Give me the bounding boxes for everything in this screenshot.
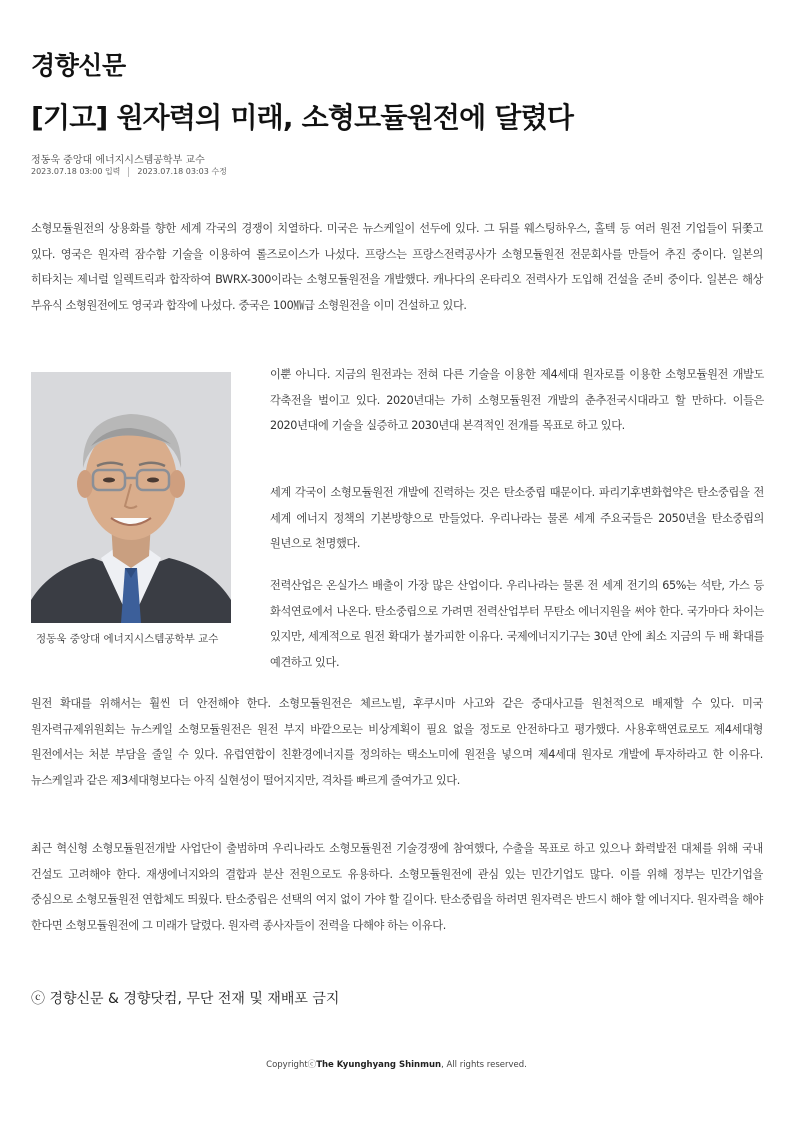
copyright-notice: ⓒ 경향신문 & 경향닷컴, 무단 전재 및 재배포 금지 <box>31 991 340 1007</box>
footer-brand: The Kyunghyang Shinmun <box>316 1060 442 1070</box>
article-paragraph-4: 전력산업은 온실가스 배출이 가장 많은 산업이다. 우리나라는 물론 전 세계 전기의 65%는 석탄, 가스 등 화석연료에서 나온다. 탄소중립으로 가려면 전력산업부터 무탄소 에너지원을 써야 한다. 국가마다 차이는 있지만, 세계적으로 원전 확대가 불가피한 이유다. 국제에너지기구는 30년 안에 최소 지금의 두 배 확대를 예견하고 있다. <box>270 579 764 669</box>
modified-date: 2023.07.18 03:03 수정 <box>137 167 227 176</box>
article-paragraph-1: 소형모듈원전의 상용화를 향한 세계 각국의 경쟁이 치열하다. 미국은 뉴스케일이 선두에 있다. 그 뒤를 웨스팅하우스, 홀텍 등 여러 원전 기업들이 뒤쫓고 있다. 영국은 원자력 잠수함 기술을 이용하여 롤즈로이스가 나섰다. 프랑스는 프랑스전력공사가 소형모듈원전 전문회사를 만들어 추진 중이다. 일본의 히타치는 제너럴 일렉트릭과 합작하여 BWRX-300이라는 소형모듈원전을 개발했다. 캐나다의 온타리오 전력사가 도입해 건설을 준비 중이다. 일본은 해상 부유식 소형원전에도 영국과 합작에 나섰다. 중국은 100㎿급 소형원전을 이미 건설하고 있다. <box>31 222 763 312</box>
article-paragraph-6: 최근 혁신형 소형모듈원전개발 사업단이 출범하며 우리나라도 소형모듈원전 기술경쟁에 참여했다, 수출을 목표로 하고 있으나 화력발전 대체를 위해 국내 건설도 고려해야 한다. 재생에너지와의 결합과 분산 전원으로도 유용하다. 소형모듈원전에 관심 있는 민간기업도 많다. 이를 위해 정부는 민간기업을 중심으로 소형모듈원전 연합체도 띄웠다. 탄소중립은 선택의 여지 없이 가야 할 길이다. 탄소중립을 하려면 원자력은 반드시 해야 할 에너지다. 원자력을 해야 한다면 소형모듈원전에 그 미래가 달렸다. 원자력 종사자들이 전력을 다해야 하는 이유다. <box>31 842 763 932</box>
newspaper-logo[interactable]: 경향신문 <box>31 51 126 80</box>
page-footer <box>0 1058 793 1070</box>
date-divider <box>128 167 129 177</box>
article-paragraph-5: 원전 확대를 위해서는 훨씬 더 안전해야 한다. 소형모듈원전은 체르노빌, 후쿠시마 사고와 같은 중대사고를 원천적으로 배제할 수 있다. 미국 원자력규제위원회는 뉴스케일 소형모듈원전은 원전 부지 바깥으로는 비상계획이 필요 없을 정도로 안전하다고 평가했다. 사용후핵연료로도 제4세대형 원전에서는 처분 부담을 줄일 수 있다. 유럽연합이 친환경에너지를 정의하는 택소노미에 원전을 넣으며 제4세대 원자로 개발에 투자하라고 한 이유다. 뉴스케일과 같은 제3세대형보다는 아직 실현성이 떨어지지만, 격차를 빠르게 줄여가고 있다. <box>31 697 763 787</box>
article-title: [기고] 원자력의 미래, 소형모듈원전에 달렸다 <box>31 101 574 134</box>
published-date: 2023.07.18 03:00 입력 <box>31 167 121 176</box>
footer-suffix: , All rights reserved. <box>441 1060 527 1070</box>
article-dates <box>31 166 227 177</box>
article-byline: 정동욱 중앙대 에너지시스템공학부 교수 <box>31 155 205 166</box>
article-paragraph-2: 이뿐 아니다. 지금의 원전과는 전혀 다른 기술을 이용한 제4세대 원자로를 이용한 소형모듈원전 개발도 각축전을 벌이고 있다. 2020년대는 가히 소형모듈원전 개발의 춘추전국시대라고 할 만하다. 이들은 2020년대에 기술을 실증하고 2030년대 본격적인 전개를 목표로 하고 있다. <box>270 368 764 432</box>
photo-caption: 정동욱 중앙대 에너지시스템공학부 교수 <box>36 633 219 645</box>
article-paragraph-3: 세계 각국이 소형모듈원전 개발에 진력하는 것은 탄소중립 때문이다. 파리기후변화협약은 탄소중립을 전 세계 에너지 정책의 기본방향으로 만들었다. 우리나라는 물론 세계 주요국들은 2050년을 탄소중립의 원년으로 천명했다. <box>270 486 764 550</box>
author-photo <box>31 372 231 623</box>
footer-prefix: Copyrightⓒ <box>266 1060 317 1070</box>
author-portrait-icon <box>31 372 231 623</box>
